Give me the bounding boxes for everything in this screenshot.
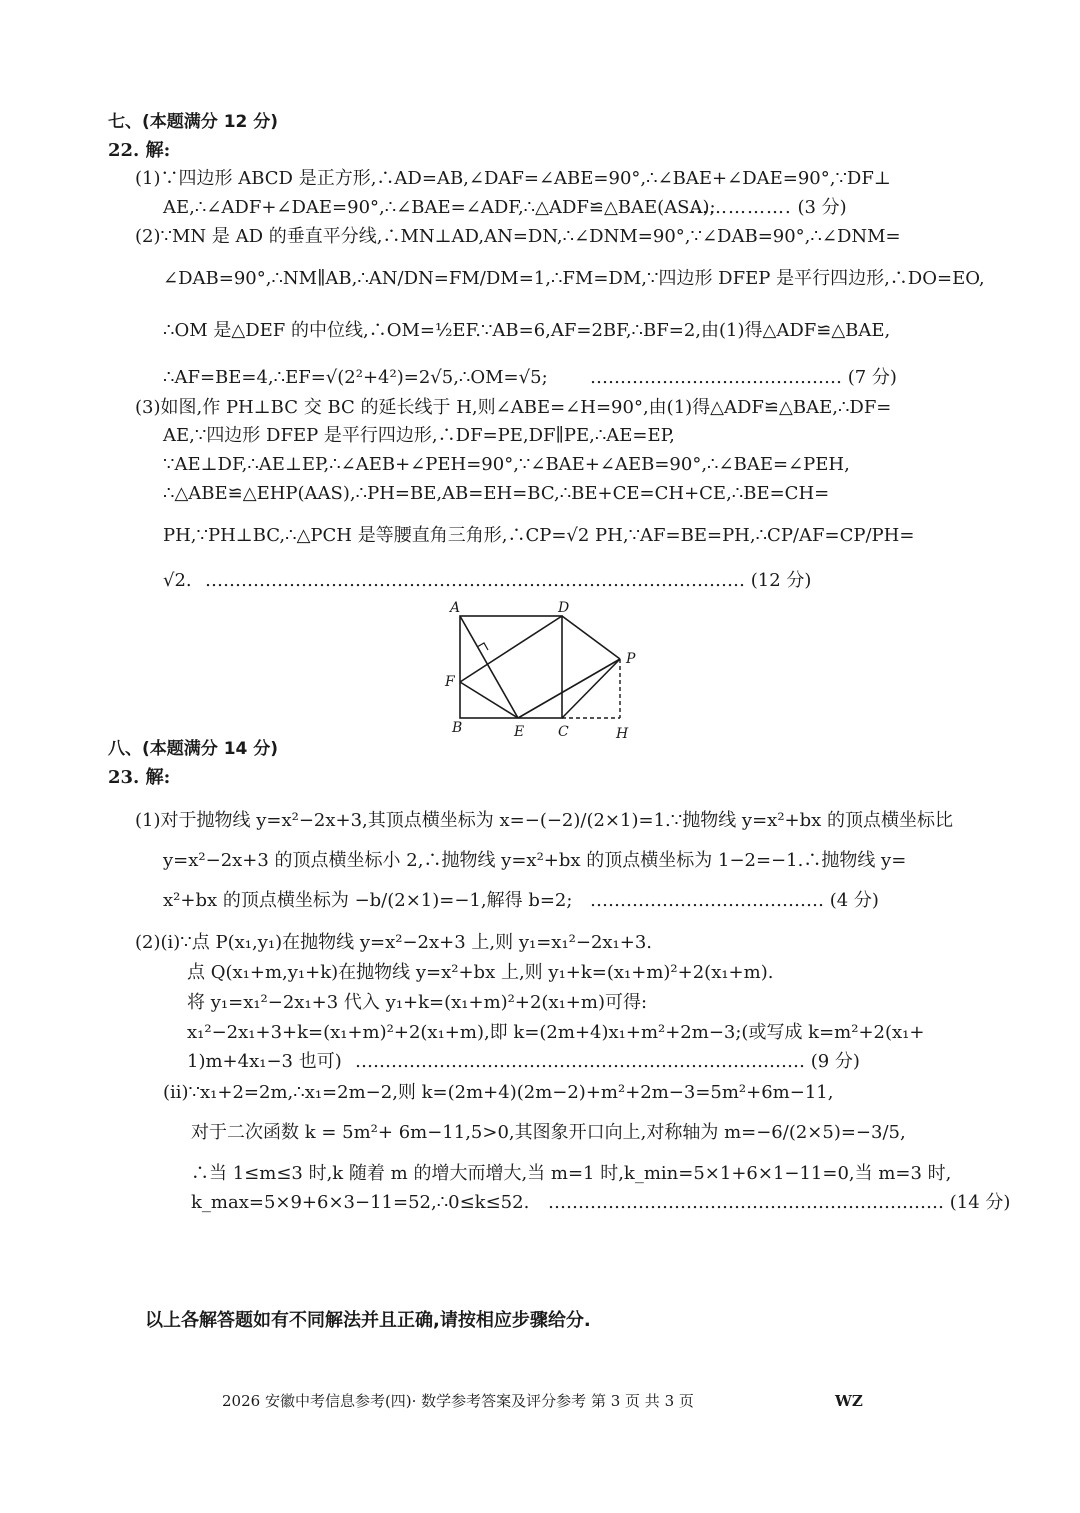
dot-leader: ………………………………… <box>590 890 824 911</box>
segment-fe <box>460 682 518 718</box>
p22-line-1: (1)∵四边形 ABCD 是正方形,∴AD=AB,∠DAF=∠ABE=90°,∴∠BAE+∠DAE=90°,∵DF⊥ <box>135 168 891 189</box>
problem-22-label: 22. 解: <box>108 140 171 161</box>
score-value: (9 分) <box>810 1051 860 1072</box>
score-value: (3 分) <box>797 197 847 218</box>
section-7-heading: 七、(本题满分 12 分) <box>108 112 279 132</box>
p23-line-2: y=x²−2x+3 的顶点横坐标小 2,∴抛物线 y=x²+bx 的顶点横坐标为 1−2=−1.∴抛物线 y= <box>163 850 907 871</box>
square-abcd <box>460 616 562 718</box>
p23-line-11: ∴当 1≤m≤3 时,k 随着 m 的增大而增大,当 m=1 时,k_min=5×1+6×1−11=0,当 m=3 时, <box>191 1163 952 1184</box>
segment-cp <box>562 659 620 718</box>
p23-line-6: 将 y₁=x₁²−2x₁+3 代入 y₁+k=(x₁+m)²+2(x₁+m)可得: <box>187 992 648 1013</box>
p22-score-1 <box>690 197 847 219</box>
score-value: (7 分) <box>847 367 897 388</box>
p22-line-8: AE,∵四边形 DFEP 是平行四边形,∴DF=PE,DF∥PE,∴AE=EP, <box>163 425 675 446</box>
p23-line-1: (1)对于抛物线 y=x²−2x+3,其顶点横坐标为 x=−(−2)/(2×1)=1.∵抛物线 y=x²+bx 的顶点横坐标比 <box>135 810 954 831</box>
score-value: (14 分) <box>949 1192 1011 1213</box>
p23-score-2 <box>355 1051 860 1073</box>
p22-score-2 <box>590 367 897 389</box>
label-p: P <box>626 651 636 667</box>
label-a: A <box>450 600 461 616</box>
segment-df <box>460 616 562 682</box>
label-f: F <box>445 674 455 690</box>
dot-leader: ……………. <box>690 197 792 218</box>
section-8-heading: 八、(本题满分 14 分) <box>108 739 279 759</box>
p22-line-9: ∵AE⊥DF,∴AE⊥EP,∴∠AEB+∠PEH=90°,∵∠BAE+∠AEB=90°,∴∠BAE=∠PEH, <box>163 454 850 475</box>
p23-line-12: k_max=5×9+6×3−11=52,∴0≤k≤52. <box>191 1192 530 1213</box>
footer-code: WZ <box>835 1392 863 1410</box>
p22-line-3: (2)∵MN 是 AD 的垂直平分线,∴MN⊥AD,AN=DN,∴∠DNM=90°,∵∠DAB=90°,∴∠DNM= <box>135 226 901 247</box>
page-footer: 2026 安徽中考信息参考(四)· 数学参考答案及评分参考 第 3 页 共 3 页 <box>222 1392 694 1410</box>
p22-line-12: √2. <box>163 570 192 591</box>
p23-line-7: x₁²−2x₁+3+k=(x₁+m)²+2(x₁+m),即 k=(2m+4)x₁+m²+2m−3;(或写成 k=m²+2(x₁+ <box>187 1022 925 1043</box>
p22-line-2: AE,∴∠ADF+∠DAE=90°,∴∠BAE=∠ADF,∴△ADF≌△BAE(ASA); <box>163 197 716 218</box>
p22-line-5: ∴OM 是△DEF 的中位线,∴OM=½EF.∵AB=6,AF=2BF,∴BF=2,由(1)得△ADF≌△BAE, <box>163 320 891 341</box>
label-h: H <box>616 726 629 742</box>
p22-score-3 <box>205 570 811 592</box>
geometry-diagram <box>440 596 650 742</box>
dot-leader: ……………………………………………………………………………… <box>205 570 745 591</box>
label-e: E <box>514 724 525 740</box>
label-c: C <box>558 724 569 740</box>
p22-line-10: ∴△ABE≌△EHP(AAS),∴PH=BE,AB=EH=BC,∴BE+CE=CH+CE,∴BE=CH= <box>163 483 830 504</box>
p22-line-11: PH,∵PH⊥BC,∴△PCH 是等腰直角三角形,∴CP=√2 PH,∵AF=BE=PH,∴CP/AF=CP/PH= <box>163 525 915 546</box>
dot-leader: ………………………………………………………………… <box>355 1051 805 1072</box>
p23-line-5: 点 Q(x₁+m,y₁+k)在抛物线 y=x²+bx 上,则 y₁+k=(x₁+m)²+2(x₁+m). <box>187 962 774 983</box>
score-value: (12 分) <box>750 570 812 591</box>
p23-score-1 <box>590 890 879 912</box>
grading-note: 以上各解答题如有不同解法并且正确,请按相应步骤给分. <box>145 1310 591 1331</box>
p23-line-9: (ii)∵x₁+2=2m,∴x₁=2m−2,则 k=(2m+4)(2m−2)+m²+2m−3=5m²+6m−11, <box>163 1082 834 1103</box>
segment-ae <box>460 616 518 718</box>
problem-23-label: 23. 解: <box>108 767 171 788</box>
p22-line-7: (3)如图,作 PH⊥BC 交 BC 的延长线于 H,则∠ABE=∠H=90°,由(1)得△ADF≌△BAE,∴DF= <box>135 397 892 418</box>
p22-line-4: ∠DAB=90°,∴NM∥AB,∴AN/DN=FM/DM=1,∴FM=DM,∵四边形 DFEP 是平行四边形,∴DO=EO, <box>163 268 985 289</box>
label-b: B <box>452 720 463 736</box>
p23-line-3: x²+bx 的顶点横坐标为 −b/(2×1)=−1,解得 b=2; <box>163 890 573 911</box>
score-value: (4 分) <box>829 890 879 911</box>
label-d: D <box>558 600 570 616</box>
dot-leader: ………………………………………………………… <box>548 1192 944 1213</box>
segment-dp <box>562 616 620 659</box>
p23-line-8: 1)m+4x₁−3 也可) <box>187 1051 342 1072</box>
p23-line-10: 对于二次函数 k = 5m²+ 6m−11,5>0,其图象开口向上,对称轴为 m=−6/(2×5)=−3/5, <box>191 1122 906 1143</box>
p22-line-6: ∴AF=BE=4,∴EF=√(2²+4²)=2√5,∴OM=√5; <box>163 367 548 388</box>
p23-score-3 <box>548 1192 1010 1214</box>
p23-line-4: (2)(i)∵点 P(x₁,y₁)在抛物线 y=x²−2x+3 上,则 y₁=x₁²−2x₁+3. <box>135 932 653 953</box>
segment-ep <box>518 659 620 718</box>
dot-leader: …………………………………… <box>590 367 842 388</box>
